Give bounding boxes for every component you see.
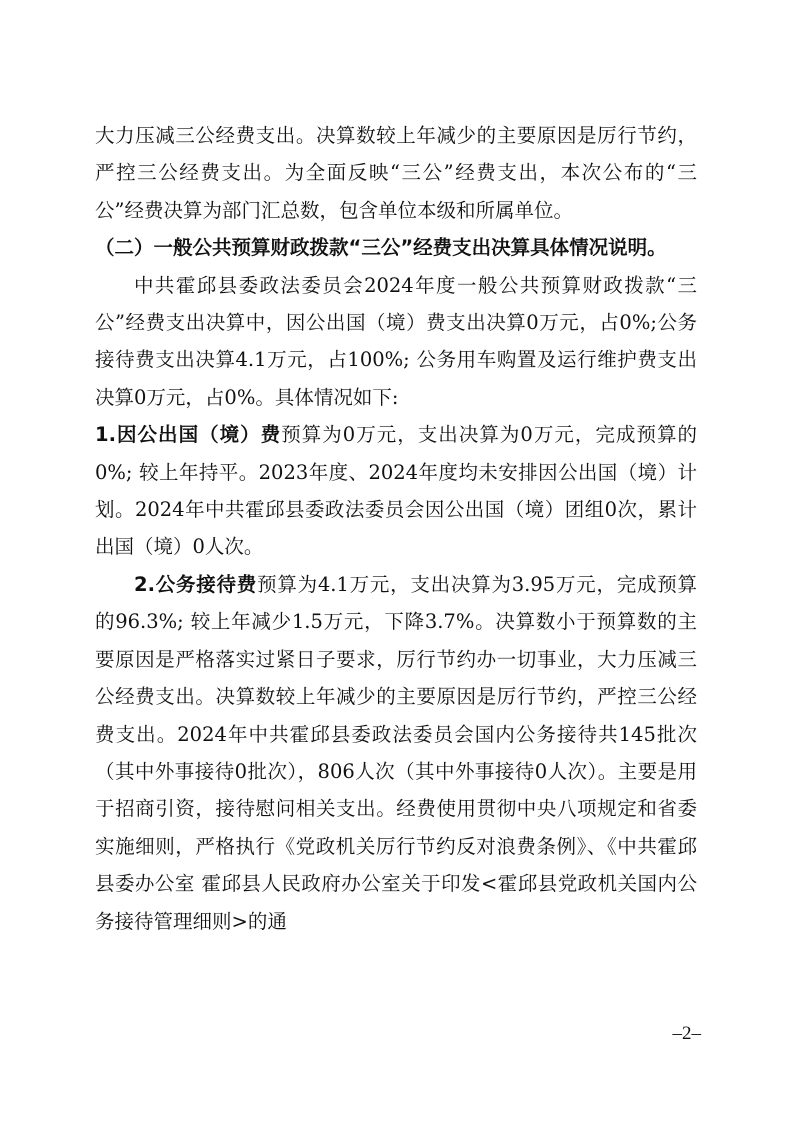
item-label-reception: 2.公务接待费 (134, 572, 258, 596)
paragraph-overseas-travel (95, 416, 697, 566)
item-label-overseas: 1.因公出国（境）费 (95, 423, 282, 447)
paragraph-continuation: 大力压减三公经费支出。决算数较上年减少的主要原因是厉行节约，严控三公经费支出。为全面反映“三公”经费支出，本次公布的“三公”经费决算为部门汇总数，包含单位本级和所属单位。 (95, 124, 697, 222)
item-text-overseas: 预算为0万元，支出决算为0万元，完成预算的0%; 较上年持平。2023年度、2024年度均未安排因公出国（境）计划。2024年中共霍邱县委政法委员会因公出国（境）团组0次，累计出国（境）0人次。 (95, 423, 697, 559)
paragraph-summary: 中共霍邱县委政法委员会2024年度一般公共预算财政拨款“三公”经费支出决算中，因公出国（境）费支出决算0万元，占0%;公务接待费支出决算4.1万元，占100%; 公务用车购置及运行维护费支出决算0万元，占0%。具体情况如下: (95, 273, 697, 409)
section-heading: （二）一般公共预算财政拨款“三公”经费支出决算具体情况说明。 (95, 236, 667, 260)
item-text-reception: 预算为4.1万元，支出决算为3.95万元，完成预算的96.3%; 较上年减少1.5万元，下降3.7%。决算数小于预算数的主要原因是严格落实过紧日子要求，厉行节约办一切事业，大力压减三公经费支出。决算数较上年减少的主要原因是厉行节约，严控三公经费支出。2024年中共霍邱县委政法委员会国内公务接待共145批次（其中外事接待0批次），806人次（其中外事接待0人次）。主要是用于招商引资，接待慰问相关支出。经费使用贯彻中央八项规定和省委实施细则，严格执行《党政机关厉行节约反对浪费条例》、《中共霍邱县委办公室 霍邱县人民政府办公室关于印发<霍邱县党政机关国内公务接待管理细则>的通 (95, 572, 697, 933)
body-text (95, 117, 697, 940)
page-number: –2– (672, 1023, 701, 1044)
paragraph-reception (95, 566, 697, 940)
